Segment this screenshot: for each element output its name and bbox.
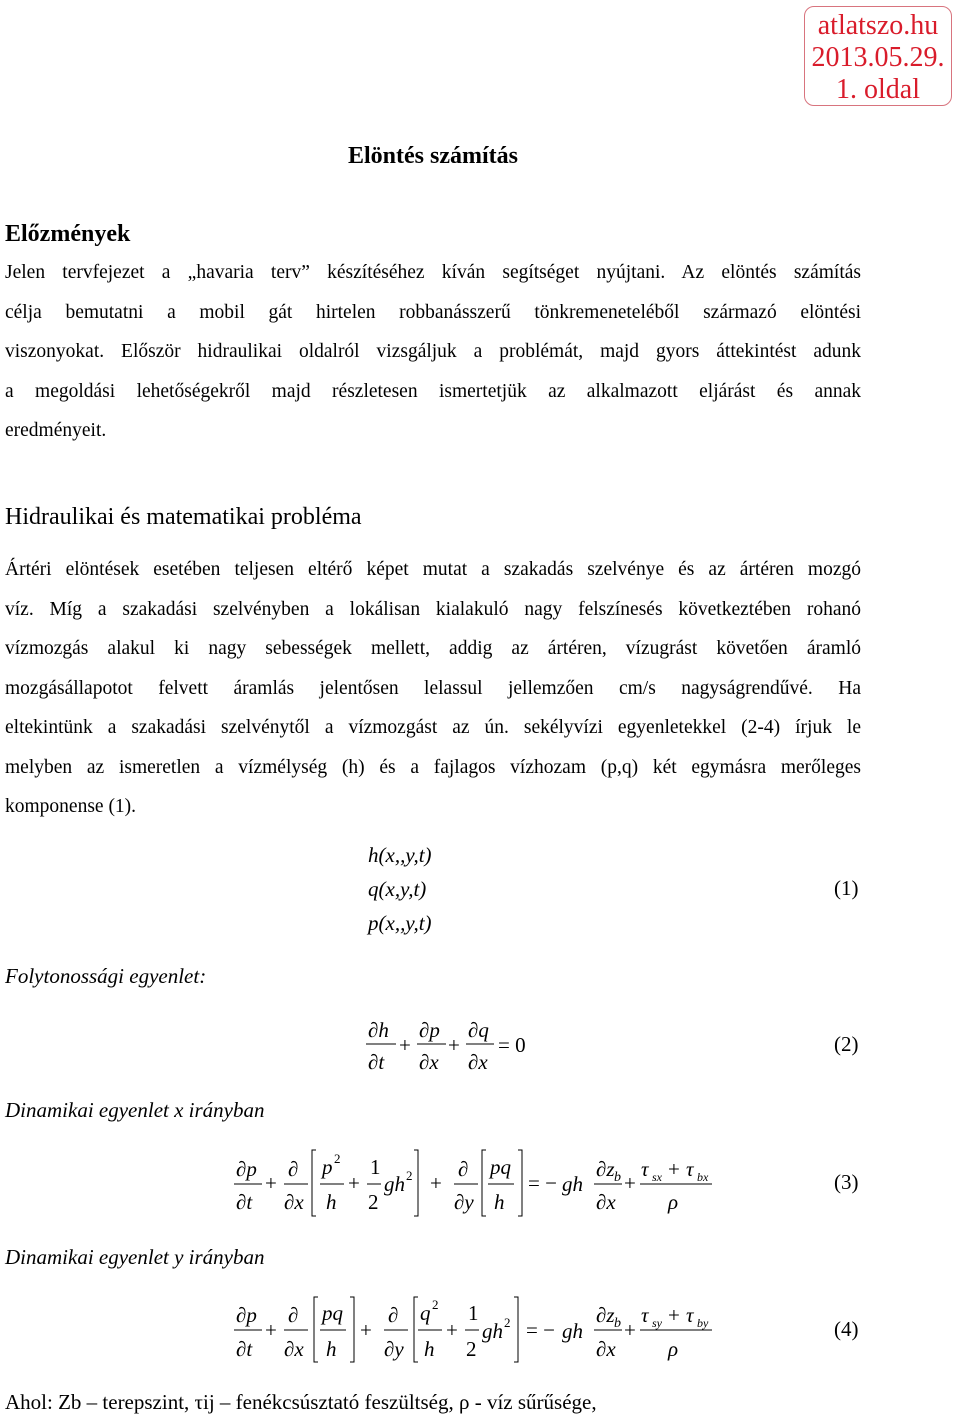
- text-line: melyben az ismeretlen a vízmélység (h) és a fajlagos vízhozam (p,q) két egymásra merőleges: [5, 756, 861, 778]
- svg-text:∂h: ∂h: [368, 1018, 389, 1042]
- svg-text:∂x: ∂x: [468, 1050, 488, 1074]
- svg-text:∂y: ∂y: [454, 1190, 474, 1214]
- svg-text:τ: τ: [641, 1303, 649, 1327]
- svg-text:+: +: [624, 1171, 636, 1195]
- svg-text:2: 2: [466, 1337, 477, 1361]
- stamp-date: 2013.05.29.: [811, 42, 945, 73]
- svg-text:b: b: [614, 1316, 621, 1331]
- svg-text:+: +: [348, 1171, 360, 1195]
- svg-text:τ: τ: [641, 1157, 649, 1181]
- eq1-line-q: q(x,y,t): [368, 877, 427, 901]
- svg-text:∂: ∂: [458, 1157, 469, 1181]
- svg-text:+: +: [624, 1318, 636, 1342]
- svg-text:∂t: ∂t: [368, 1050, 385, 1074]
- text-line: komponense (1).: [5, 796, 137, 817]
- svg-text:+: +: [399, 1033, 411, 1057]
- svg-text:τ: τ: [686, 1157, 694, 1181]
- text-line: eltekintünk a szakadási szelvénytől a vízmozgást az ún. sekélyvízi egyenletekkel (2-4) írjuk le: [5, 717, 861, 738]
- symbol-legend: Ahol: Zb – terepszint, τij – fenékcsúsztató feszültség, ρ - víz sűrűsége,: [5, 1390, 597, 1414]
- svg-text:p: p: [322, 1155, 333, 1179]
- text-line: Jelen tervfejezet a „havaria terv” készítéséhez kíván segítséget nyújtani. Az elöntés számítás: [5, 262, 861, 283]
- svg-text:+: +: [446, 1318, 458, 1342]
- svg-text:∂x: ∂x: [596, 1190, 616, 1214]
- eq1-line-p: p(x,,y,t): [368, 911, 432, 935]
- equation-number-4: (4): [834, 1317, 859, 1341]
- svg-text:∂p: ∂p: [419, 1018, 440, 1042]
- svg-text:2: 2: [406, 1168, 413, 1183]
- svg-text:∂z: ∂z: [596, 1303, 615, 1327]
- svg-text:1: 1: [370, 1155, 381, 1179]
- svg-text:∂: ∂: [288, 1157, 299, 1181]
- svg-text:sy: sy: [652, 1316, 662, 1330]
- label-continuity: Folytonossági egyenlet:: [5, 964, 207, 988]
- svg-text:∂: ∂: [288, 1303, 299, 1327]
- svg-text:∂z: ∂z: [596, 1157, 615, 1181]
- svg-text:+: +: [265, 1171, 277, 1195]
- stamp-site: atlatszo.hu: [817, 10, 939, 41]
- stamp-page: 1. oldal: [836, 74, 920, 105]
- label-dynamic-y: Dinamikai egyenlet y irányban: [5, 1245, 265, 1269]
- svg-text:sx: sx: [652, 1170, 662, 1184]
- svg-text:∂x: ∂x: [419, 1050, 439, 1074]
- svg-text:∂x: ∂x: [596, 1337, 616, 1361]
- text-line: eredményeit.: [5, 420, 107, 441]
- svg-text:gh: gh: [384, 1172, 405, 1196]
- svg-text:= −: = −: [526, 1318, 555, 1342]
- svg-text:h: h: [424, 1337, 435, 1361]
- svg-text:∂t: ∂t: [236, 1337, 253, 1361]
- svg-text:∂x: ∂x: [284, 1337, 304, 1361]
- svg-text:∂p: ∂p: [236, 1157, 257, 1181]
- page-title: Elöntés számítás: [348, 143, 518, 169]
- text-line: mozgásállapotot felvett áramlás jelentősen lelassul jellemzően cm/s nagyságrendűvé. Ha: [5, 677, 861, 699]
- svg-text:gh: gh: [562, 1319, 583, 1343]
- svg-text:+: +: [448, 1033, 460, 1057]
- eq1-line-h: h(x,,y,t): [368, 843, 432, 867]
- text-line: vízmozgás alakul ki nagy sebességek mellett, addig az ártéren, vízugrást követően áramló: [5, 638, 861, 659]
- svg-text:b: b: [614, 1170, 621, 1185]
- svg-text:2: 2: [504, 1315, 511, 1330]
- svg-text:∂t: ∂t: [236, 1190, 253, 1214]
- svg-text:+: +: [668, 1157, 680, 1181]
- svg-text:+: +: [430, 1171, 442, 1195]
- svg-text:gh: gh: [482, 1319, 503, 1343]
- svg-text:= 0: = 0: [498, 1033, 526, 1057]
- svg-text:ρ: ρ: [668, 1337, 679, 1361]
- text-line: a megoldási lehetőségekről majd részletesen ismertetjük az alkalmazott eljárást és annak: [5, 380, 861, 402]
- svg-text:ρ: ρ: [668, 1190, 679, 1214]
- svg-text:q: q: [420, 1301, 431, 1325]
- svg-text:∂q: ∂q: [468, 1018, 489, 1042]
- svg-text:h: h: [494, 1190, 505, 1214]
- label-dynamic-x: Dinamikai egyenlet x irányban: [5, 1098, 265, 1122]
- svg-text:+: +: [265, 1318, 277, 1342]
- svg-text:h: h: [326, 1190, 337, 1214]
- svg-text:2: 2: [334, 1151, 341, 1166]
- svg-text:τ: τ: [686, 1303, 694, 1327]
- svg-text:∂: ∂: [388, 1303, 399, 1327]
- svg-text:by: by: [697, 1316, 709, 1330]
- text-line: Ártéri elöntések esetében teljesen eltérő képet mutat a szakadás szelvénye és az ártéren mozgó: [5, 559, 861, 580]
- equation-number-3: (3): [834, 1170, 859, 1194]
- svg-text:∂p: ∂p: [236, 1303, 257, 1327]
- svg-text:h: h: [326, 1337, 337, 1361]
- svg-text:∂x: ∂x: [284, 1190, 304, 1214]
- svg-text:= −: = −: [528, 1171, 557, 1195]
- svg-text:pq: pq: [490, 1155, 511, 1179]
- text-line: víz. Míg a szakadási szelvényben a lokálisan kialakuló nagy felszínesés következtében rohanó: [5, 598, 861, 620]
- svg-text:2: 2: [432, 1297, 439, 1312]
- svg-text:pq: pq: [322, 1301, 343, 1325]
- section-heading-history: Előzmények: [5, 221, 131, 247]
- svg-text:gh: gh: [562, 1172, 583, 1196]
- svg-text:bx: bx: [697, 1170, 709, 1184]
- svg-text:+: +: [360, 1318, 372, 1342]
- equation-number-2: (2): [834, 1032, 859, 1056]
- svg-text:+: +: [668, 1303, 680, 1327]
- svg-text:∂y: ∂y: [384, 1337, 404, 1361]
- equation-number-1: (1): [834, 876, 859, 900]
- text-line: viszonyokat. Először hidraulikai oldalról vizsgáljuk a problémát, majd gyors áttekintést adunk: [5, 341, 861, 362]
- text-line: célja bemutatni a mobil gát hirtelen robbanásszerű tönkremeneteléből származó elöntési: [5, 301, 861, 323]
- section-heading-problem: Hidraulikai és matematikai probléma: [5, 504, 362, 530]
- svg-text:1: 1: [468, 1301, 479, 1325]
- svg-text:2: 2: [368, 1190, 379, 1214]
